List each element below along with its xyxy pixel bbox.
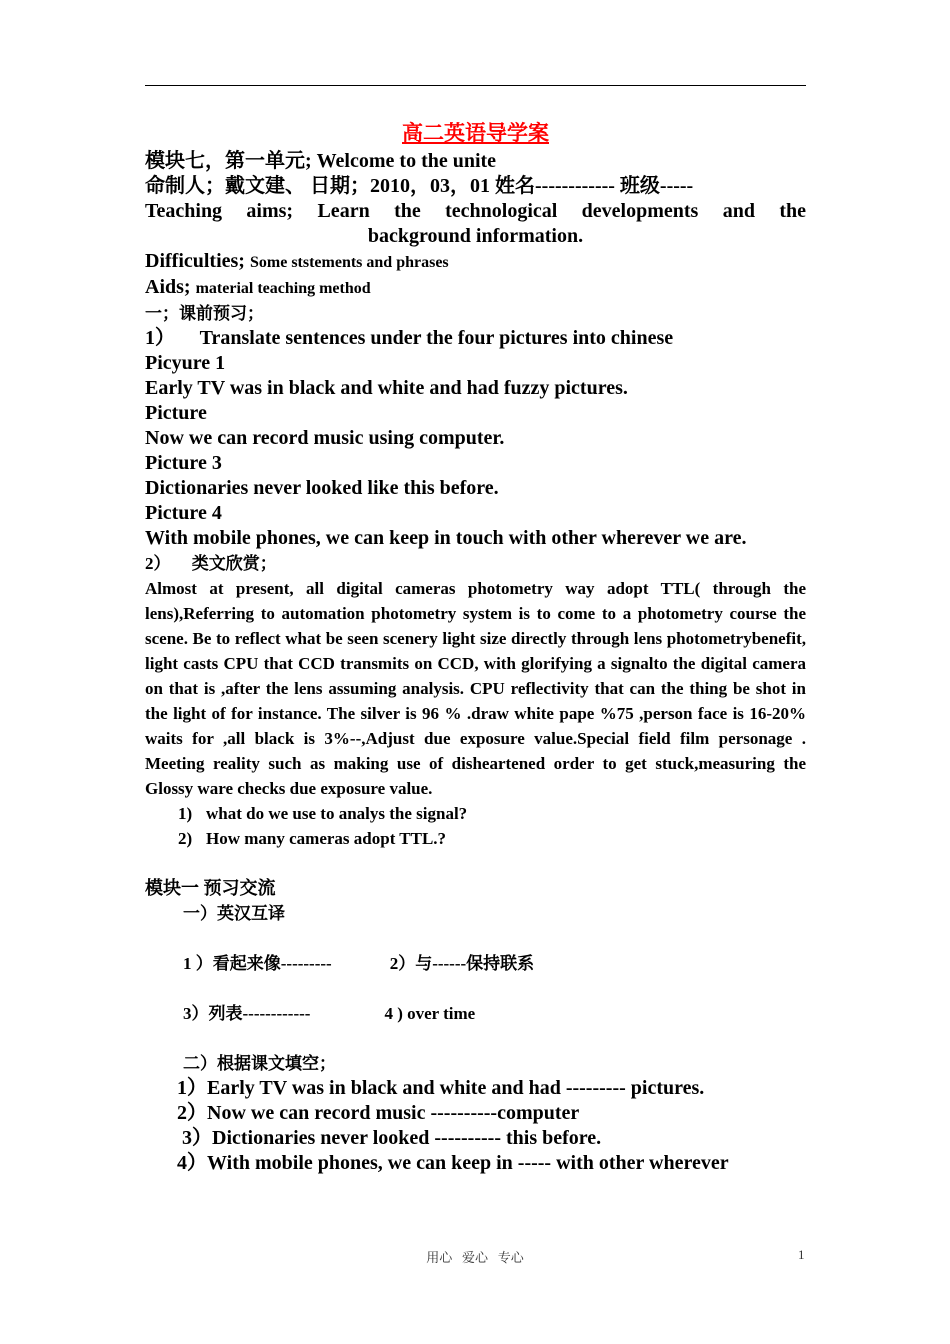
question-number: 2) [178, 829, 193, 848]
page-number: 1 [798, 1247, 805, 1262]
fill-item: 3）Dictionaries never looked ---------- this before. [177, 1127, 602, 1149]
picture-label: Picture 3 [145, 452, 222, 474]
aids-label: Aids; [145, 276, 191, 298]
translate-item: 1 ）看起来像--------- [183, 954, 332, 973]
question-item [145, 826, 806, 851]
fill-heading: 二）根据课文填空； [183, 1054, 336, 1073]
teaching-aims-continued: background information. [367, 225, 584, 247]
translate-row-1 [145, 951, 806, 976]
task-2: 2） 类文欣赏； [145, 554, 277, 573]
translate-item: 3）列表------------ [183, 1004, 311, 1023]
difficulties-label: Difficulties; [145, 250, 245, 272]
picture-label: Picyure 1 [145, 352, 226, 374]
task-1: 1） Translate sentences under the four pictures into chinese [145, 327, 674, 349]
author-line: 命制人；戴文建、 日期；2010，03，01 姓名------------ 班级----- [145, 175, 694, 197]
preview-heading: 一；课前预习； [145, 304, 264, 323]
difficulties-line [145, 249, 806, 275]
question-text: what do we use to analys the signal? [206, 804, 468, 823]
translate-item: 4 ) over time [384, 1004, 476, 1023]
fill-item: 1）Early TV was in black and white and had --------- pictures. [177, 1077, 705, 1099]
fill-item: 2）Now we can record music ----------computer [177, 1102, 580, 1124]
spacer [145, 851, 806, 876]
question-item [145, 801, 806, 826]
footer-motto: 用心 爱心 专心 [426, 1250, 524, 1265]
fill-item: 4）With mobile phones, we can keep in ----- with other wherever [177, 1152, 729, 1174]
difficulties-text: Some ststements and phrases [249, 254, 449, 271]
picture-sentence: Early TV was in black and white and had fuzzy pictures. [145, 377, 628, 399]
translate-heading: 一）英汉互译 [183, 904, 285, 923]
spacer [145, 976, 806, 1001]
aids-line [145, 275, 806, 301]
translate-item: 2）与------保持联系 [389, 954, 535, 973]
document-body [145, 121, 806, 1176]
picture-sentence: Now we can record music using computer. [145, 427, 505, 449]
module-line: 模块七，第一单元; Welcome to the unite [145, 150, 497, 172]
module-1-heading: 模块一 预习交流 [145, 878, 276, 898]
spacer [145, 926, 806, 951]
picture-sentence: Dictionaries never looked like this before. [145, 477, 499, 499]
picture-label: Picture [145, 402, 207, 424]
teaching-aims-line: Teaching aims; Learn the technological developments and the [145, 200, 806, 222]
reading-passage: Almost at present, all digital cameras photometry way adopt TTL( through the lens),Referring to automation photometry system is to come to a photometry course the scene. Be to reflect what be seen scenery light size directly through lens photometrybenefit, light casts CPU that CCD transmits on CCD, with glorifying a signalto the digital camera on that is ,after the lens assuming analysis. CPU reflectivity that can the thing be shot in the light of for instance. The silver is 96 % .draw white pape %75 ,person face is 16-20% waits for ,all black is 3%--,Adjust due exposure value.Special field film personage . Meeting reality such as making use of disheartened order to get stuck,measuring the Glossy ware checks due exposure value. [145, 579, 806, 798]
page-title: 高二英语导学案 [402, 121, 549, 145]
question-number: 1) [178, 804, 193, 823]
translate-row-2 [145, 1001, 806, 1026]
spacer [145, 1026, 806, 1051]
picture-sentence: With mobile phones, we can keep in touch with other wherever we are. [145, 527, 747, 549]
question-text: How many cameras adopt TTL.? [206, 829, 447, 848]
aids-text: material teaching method [195, 280, 371, 297]
header-rule [145, 85, 806, 86]
picture-label: Picture 4 [145, 502, 222, 524]
